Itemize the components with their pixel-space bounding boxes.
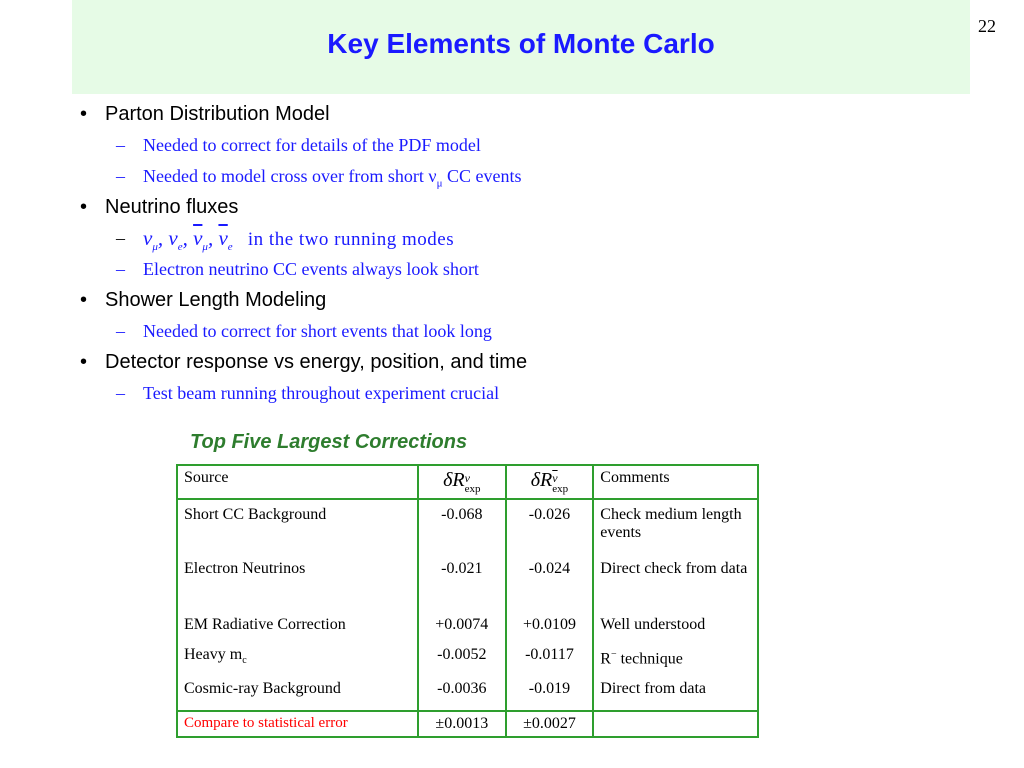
dash-icon: – bbox=[116, 259, 125, 279]
bullet-list bbox=[80, 99, 980, 409]
sub-bullet-subscript: μ bbox=[436, 177, 443, 190]
header-delta-r-nubar: δR $\overline{\nu}$ exp bbox=[506, 465, 594, 499]
row-comment: R− technique bbox=[593, 643, 758, 677]
dash-icon: – bbox=[116, 228, 125, 248]
footer-nu-error: ±0.0013 bbox=[418, 711, 506, 737]
slide-number: 22 bbox=[978, 16, 996, 36]
row-comment: Well understood bbox=[593, 613, 758, 643]
bullet-text: Neutrino fluxes bbox=[105, 196, 239, 218]
sub-bullet-text: Electron neutrino CC events always look short bbox=[143, 259, 479, 279]
table-header-row bbox=[177, 465, 758, 499]
running-modes-text: in the two running modes bbox=[247, 229, 455, 250]
table-row bbox=[177, 613, 758, 643]
dash-icon: – bbox=[116, 135, 125, 155]
bullet-dot-icon: • bbox=[80, 351, 88, 373]
dash-icon: – bbox=[116, 383, 125, 403]
footer-comment bbox=[593, 711, 758, 737]
sub-bullet-item bbox=[80, 130, 980, 161]
row-nubar-value: -0.024 bbox=[506, 557, 594, 613]
sub-bullet-text: Needed to correct for short events that look long bbox=[143, 321, 492, 341]
corrections-table bbox=[176, 464, 759, 738]
row-comment: Check medium length events bbox=[593, 499, 758, 557]
neutrino-flavors-formula: $\nu_\mu$, $\nu_e$, $\overline{\nu}_\mu$, $\overline{\nu}_e$ bbox=[143, 226, 233, 254]
bullet-text: Detector response vs energy, position, and time bbox=[105, 351, 528, 373]
bullet-item bbox=[80, 347, 980, 378]
row-nu-value: -0.0052 bbox=[418, 643, 506, 677]
row-source: Heavy $m_c$ bbox=[177, 643, 418, 677]
bullet-item bbox=[80, 192, 980, 223]
table-caption: Top Five Largest Corrections bbox=[190, 431, 468, 453]
dash-icon: – bbox=[116, 321, 125, 341]
sub-bullet-text-after: CC events bbox=[442, 166, 522, 186]
sub-bullet-item bbox=[80, 254, 980, 285]
row-source: Electron Neutrinos bbox=[177, 557, 418, 613]
table-footer-row bbox=[177, 711, 758, 737]
row-nu-value: -0.021 bbox=[418, 557, 506, 613]
row-comment: Direct from data bbox=[593, 677, 758, 711]
header-comments: Comments bbox=[593, 465, 758, 499]
footer-label: Compare to statistical error bbox=[177, 711, 418, 737]
row-nubar-value: -0.019 bbox=[506, 677, 594, 711]
sub-bullet-text: Needed to model cross over from short ν bbox=[143, 166, 437, 186]
bullet-text: Parton Distribution Model bbox=[105, 103, 330, 125]
sub-bullet-text: Needed to correct for details of the PDF model bbox=[143, 135, 481, 155]
header-source: Source bbox=[177, 465, 418, 499]
bullet-dot-icon: • bbox=[80, 289, 88, 311]
table-row bbox=[177, 643, 758, 677]
table-row bbox=[177, 499, 758, 557]
row-nubar-value: -0.0117 bbox=[506, 643, 594, 677]
sub-bullet-item bbox=[80, 161, 980, 192]
bullet-item bbox=[80, 285, 980, 316]
sub-bullet-text: Test beam running throughout experiment crucial bbox=[143, 383, 500, 403]
dash-icon: – bbox=[116, 166, 125, 186]
bullet-text: Shower Length Modeling bbox=[105, 289, 327, 311]
sub-bullet-item bbox=[80, 378, 980, 409]
bullet-dot-icon: • bbox=[80, 196, 88, 218]
row-comment: Direct check from data bbox=[593, 557, 758, 613]
table-row bbox=[177, 557, 758, 613]
footer-nubar-error: ±0.0027 bbox=[506, 711, 594, 737]
slide-title: Key Elements of Monte Carlo bbox=[327, 28, 715, 59]
title-band bbox=[72, 0, 970, 94]
row-nubar-value: +0.0109 bbox=[506, 613, 594, 643]
row-nu-value: -0.0036 bbox=[418, 677, 506, 711]
row-source: Cosmic-ray Background bbox=[177, 677, 418, 711]
bullet-dot-icon: • bbox=[80, 103, 88, 125]
sub-bullet-item bbox=[80, 223, 980, 254]
row-nubar-value: -0.026 bbox=[506, 499, 594, 557]
row-nu-value: +0.0074 bbox=[418, 613, 506, 643]
table-row bbox=[177, 677, 758, 711]
header-delta-r-nu: δR ν exp bbox=[418, 465, 506, 499]
row-source: Short CC Background bbox=[177, 499, 418, 557]
bullet-item bbox=[80, 99, 980, 130]
row-source: EM Radiative Correction bbox=[177, 613, 418, 643]
sub-bullet-item bbox=[80, 316, 980, 347]
row-nu-value: -0.068 bbox=[418, 499, 506, 557]
